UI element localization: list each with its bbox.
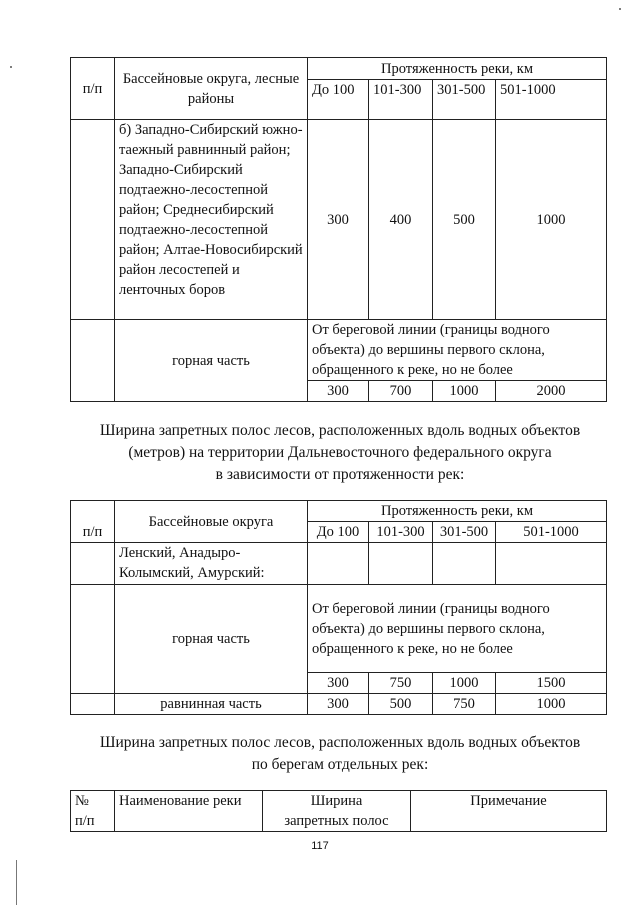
page-number: 117 [311, 840, 329, 852]
value-cell: 1000 [496, 694, 607, 715]
row-num-cell [71, 120, 115, 320]
value-cell: 300 [308, 673, 369, 694]
value-cell [369, 543, 433, 585]
district-name: Ленский, Анадыро-Колымский, Амурский: [115, 543, 308, 585]
heading-line: Ширина запретных полос лесов, расположенных вдоль водных объектов [99, 422, 581, 439]
heading-line: в зависимости от протяженности рек: [215, 466, 465, 483]
range-header: 501-1000 [496, 522, 607, 543]
table-rivers [70, 790, 607, 832]
value-cell: 400 [369, 120, 433, 320]
range-header: До 100 [308, 80, 369, 120]
col-number-header [71, 791, 115, 832]
value-cell: 750 [369, 673, 433, 694]
heading-line: (метров) на территории Дальневосточного федерального округа [128, 444, 552, 461]
mountain-note: От береговой линии (границы водного объекта) до вершины первого склона, обращенного к реке, но не более [308, 320, 607, 381]
value-cell: 500 [433, 120, 496, 320]
district-name: б) Западно-Сибирский южно-таежный равнинный район; Западно-Сибирский подтаежно-лесостепной район; Среднесибирский подтаежно-лесостепной район; Алтае-Новосибирский район лесостепей и ленточных боров [115, 120, 308, 320]
district-name: горная часть [115, 320, 308, 402]
col-num-header: п/п [71, 501, 115, 543]
value-cell: 1000 [433, 381, 496, 402]
scan-speck [619, 8, 621, 10]
range-header: До 100 [308, 522, 369, 543]
value-cell: 2000 [496, 381, 607, 402]
value-cell: 700 [369, 381, 433, 402]
mountain-note: От береговой линии (границы водного объекта) до вершины первого склона, обращенного к реке, но не более [308, 585, 607, 673]
table-far-east-districts [70, 500, 607, 715]
section-heading-rivers [70, 732, 610, 776]
col-district-header: Бассейновые округа, лесные районы [115, 58, 308, 120]
col-width-line: Ширина [310, 793, 363, 809]
col-length-header: Протяженность реки, км [308, 501, 607, 522]
table-forest-districts [70, 57, 607, 402]
value-cell: 750 [433, 694, 496, 715]
district-name: равнинная часть [115, 694, 308, 715]
col-no-label: № [75, 793, 89, 809]
row-num-cell [71, 320, 115, 402]
col-width-header [263, 791, 411, 832]
value-cell: 1000 [433, 673, 496, 694]
range-header: 301-500 [433, 80, 496, 120]
range-header: 101-300 [369, 522, 433, 543]
col-district-header: Бассейновые округа [115, 501, 308, 543]
col-river-header: Наименование реки [115, 791, 263, 832]
col-width-line: запретных полос [284, 813, 389, 829]
col-pp-label: п/п [75, 813, 95, 829]
value-cell: 300 [308, 694, 369, 715]
section-heading-far-east [70, 420, 610, 486]
value-cell: 1500 [496, 673, 607, 694]
col-num-header: п/п [71, 58, 115, 120]
range-header: 101-300 [369, 80, 433, 120]
value-cell [308, 543, 369, 585]
value-cell: 1000 [496, 120, 607, 320]
district-name: горная часть [115, 585, 308, 694]
value-cell: 300 [308, 120, 369, 320]
scan-speck [10, 66, 12, 68]
value-cell [496, 543, 607, 585]
scan-edge-line [16, 860, 17, 905]
col-length-header: Протяженность реки, км [308, 58, 607, 80]
heading-line: по берегам отдельных рек: [251, 756, 429, 773]
row-num-cell [71, 694, 115, 715]
value-cell [433, 543, 496, 585]
value-cell: 500 [369, 694, 433, 715]
row-num-cell [71, 543, 115, 585]
range-header: 501-1000 [496, 80, 607, 120]
row-num-cell [71, 585, 115, 694]
range-header: 301-500 [433, 522, 496, 543]
heading-line: Ширина запретных полос лесов, расположенных вдоль водных объектов [99, 734, 581, 751]
value-cell: 300 [308, 381, 369, 402]
col-note-header: Примечание [411, 791, 607, 832]
